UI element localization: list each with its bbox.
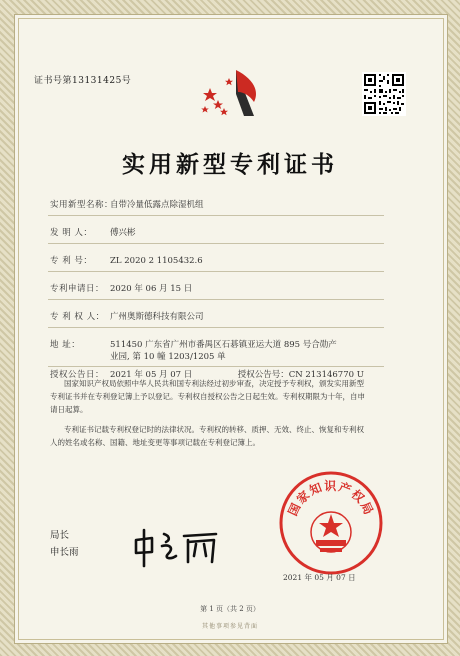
divider — [48, 243, 384, 244]
field-value: CN 213146770 U — [288, 370, 364, 380]
director-title: 局长 — [50, 530, 70, 541]
field-row-patent-no — [50, 254, 203, 266]
field-value: ZL 2020 2 1105432.6 — [110, 256, 203, 266]
grant-paragraph: 国家知识产权局依照中华人民共和国专利法经过初步审查，决定授予专利权，颁发实用新型专利证书并在专利登记簿上予以登记。专利权自授权公告之日起生效。专利权期限为十年，自申请日起算。 — [50, 379, 365, 414]
seal-date: 2021 年 05 月 07 日 — [283, 573, 356, 582]
certificate-title: 实用新型专利证书 — [122, 151, 338, 178]
divider — [48, 327, 384, 328]
legal-status-paragraph: 专利证书记载专利权登记时的法律状况。专利权的转移、质押、无效、终止、恢复和专利权人的姓名或名称、国籍、地址变更等事项记载在专利登记簿上。 — [50, 425, 364, 447]
divider — [48, 299, 384, 300]
field-label: 地 址： — [50, 340, 81, 350]
serial-number: 证书号第13131425号 — [34, 76, 132, 86]
field-value: 傅兴彬 — [110, 228, 136, 238]
field-value: 自带冷量低露点除湿机组 — [110, 200, 204, 210]
field-row-patentee — [50, 310, 204, 322]
field-value: 2020 年 06 月 15 日 — [110, 284, 193, 294]
signature-icon — [130, 526, 225, 568]
field-row-inventor — [50, 226, 136, 238]
qr-code-icon — [362, 72, 406, 116]
field-label: 授权公告日： — [50, 370, 105, 380]
field-row-address-cont — [50, 350, 226, 362]
field-row-name — [50, 198, 204, 210]
divider — [48, 271, 384, 272]
field-label: 专 利 权 人： — [50, 312, 105, 322]
field-label: 实用新型名称： — [50, 200, 114, 210]
field-value: 广州奥斯德科技有限公司 — [110, 312, 204, 322]
field-value: 2021 年 05 月 07 日 — [110, 370, 193, 380]
field-row-filing-date — [50, 282, 192, 294]
field-label: 授权公告号： — [237, 370, 289, 380]
divider — [48, 215, 384, 216]
field-label: 专 利 号： — [50, 256, 93, 266]
field-value: 业园, 第 10 幢 1203/1205 单 — [110, 352, 226, 362]
director-name: 申长雨 — [50, 547, 79, 558]
field-label: 专利申请日： — [50, 284, 105, 294]
field-row-address — [50, 338, 337, 350]
cnipa-logo-icon — [196, 66, 268, 126]
seal-text: 国家知识产权局 — [285, 479, 377, 518]
director-block — [50, 527, 79, 561]
field-value: 511450 广东省广州市番禺区石碁镇亚运大道 895 号合勋产 — [110, 340, 337, 350]
footer-note: 其他事项参见背面 — [201, 623, 258, 630]
divider — [48, 366, 384, 367]
field-label: 发 明 人： — [50, 228, 93, 238]
page-number: 第 1 页（共 2 页） — [200, 605, 260, 613]
official-seal-icon — [278, 470, 384, 576]
